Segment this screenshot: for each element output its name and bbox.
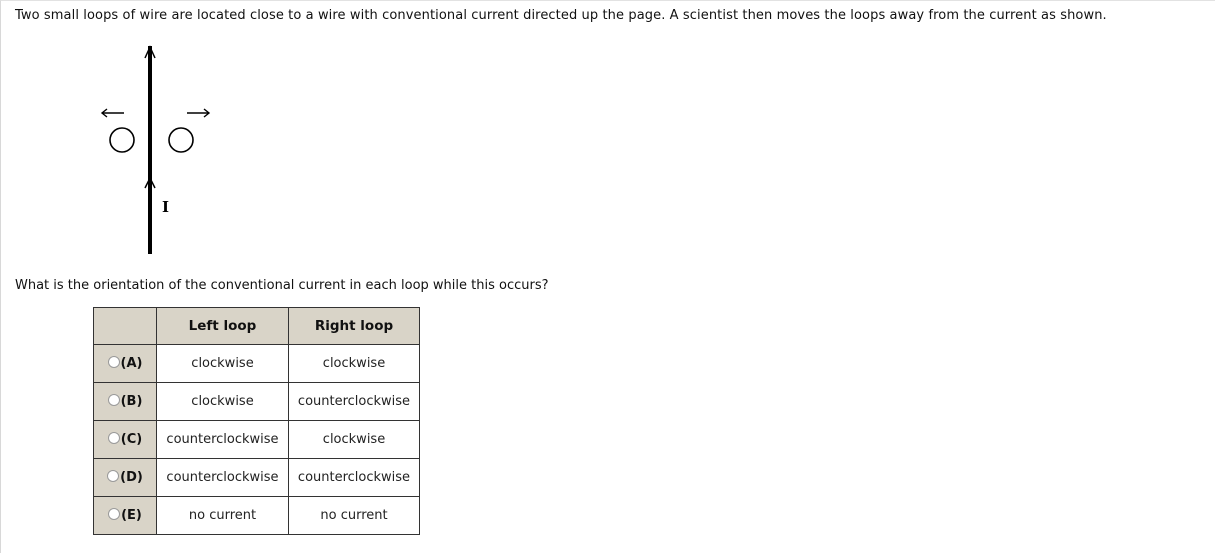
question-text: Two small loops of wire are located close to a wire with conventional current directed up the page. A scientist then moves the loops away from the current as shown. <box>15 8 1107 23</box>
option-c-letter: (C) <box>120 432 143 447</box>
option-row-a[interactable] <box>94 345 420 383</box>
radio-d[interactable] <box>107 470 119 482</box>
left-loop <box>110 128 134 152</box>
option-e-selector[interactable] <box>94 497 157 535</box>
option-row-d[interactable] <box>94 459 420 497</box>
header-right-loop: Right loop <box>289 308 420 345</box>
option-b-left: clockwise <box>157 383 289 421</box>
option-d-selector[interactable] <box>94 459 157 497</box>
table-header-row <box>94 308 420 345</box>
option-e-letter: (E) <box>121 508 142 523</box>
option-c-right: clockwise <box>289 421 420 459</box>
option-c-left: counterclockwise <box>157 421 289 459</box>
option-row-e[interactable] <box>94 497 420 535</box>
radio-a[interactable] <box>108 356 120 368</box>
header-blank-cell <box>94 308 157 345</box>
option-a-left: clockwise <box>157 345 289 383</box>
option-b-letter: (B) <box>120 394 143 409</box>
option-a-selector[interactable] <box>94 345 157 383</box>
option-b-selector[interactable] <box>94 383 157 421</box>
answer-table <box>93 307 420 535</box>
right-loop <box>169 128 193 152</box>
option-d-letter: (D) <box>120 470 143 485</box>
option-d-left: counterclockwise <box>157 459 289 497</box>
option-row-c[interactable] <box>94 421 420 459</box>
option-b-right: counterclockwise <box>289 383 420 421</box>
header-left-loop: Left loop <box>157 308 289 345</box>
prompt-text: What is the orientation of the conventional current in each loop while this occurs? <box>15 278 549 293</box>
radio-c[interactable] <box>108 432 120 444</box>
option-c-selector[interactable] <box>94 421 157 459</box>
wire-loops-figure <box>90 40 230 260</box>
option-a-right: clockwise <box>289 345 420 383</box>
radio-b[interactable] <box>108 394 120 406</box>
option-a-letter: (A) <box>120 356 143 371</box>
option-row-b[interactable] <box>94 383 420 421</box>
current-label: I <box>162 198 170 216</box>
option-e-right: no current <box>289 497 420 535</box>
radio-e[interactable] <box>108 508 120 520</box>
option-e-left: no current <box>157 497 289 535</box>
option-d-right: counterclockwise <box>289 459 420 497</box>
